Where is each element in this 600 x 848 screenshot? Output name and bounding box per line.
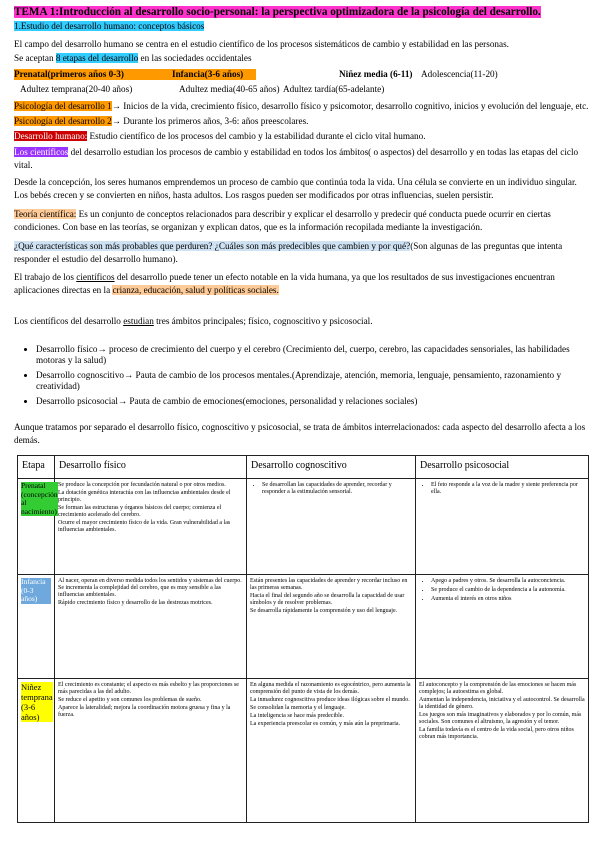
cognitivo-cell: En alguna medida el razonamiento es egocéntrico, pero aumenta la comprensión del punto de vista de los demás. La inmadurez cognoscitiva produce ideas ilógicas sobre el mundo. Se consolidan la memoria y el lenguaje. La inteligencia se hace más predecible. La experiencia preescolar es común, y más aún la preprimaria. — [247, 679, 416, 823]
section-subtitle — [14, 21, 592, 32]
development-stages-table — [17, 455, 589, 823]
cientificos-paragraph: Los científicos del desarrollo estudian los procesos de cambio y estabilidad en todos los ámbitos( o aspectos) del desarrollo y en todas las etapas del ciclo vital. — [14, 147, 579, 170]
subtitle-text: 1.Estudio del desarrollo humano: conceptos básicos — [14, 21, 205, 31]
header-etapa: Etapa — [18, 456, 55, 479]
stage-prenatal: Prenatal(primeros años 0-3) — [14, 69, 124, 79]
psicosocial-cell: • El feto responde a la voz de la madre y siente preferencia por ella. — [416, 479, 589, 575]
stage-infancia: Infancia(3-6 años) — [172, 69, 244, 79]
aplicaciones-paragraph: El trabajo de los científicos del desarrollo puede tener un efecto notable en la vida humana, ya que los resultados de sus investigaciones encuentran aplicaciones directas en la crianza, educación, salud y políticas sociales. — [14, 272, 555, 295]
bullet-desarrollo-psicosocial: • Desarrollo psicosocial→ Pauta de cambio de emociones(emociones, personalidad y relaciones sociales) — [36, 396, 586, 407]
header-fisico: Desarrollo físico — [55, 456, 247, 479]
stages-count-highlight: 8 etapas del desarrollo — [55, 53, 139, 63]
stage-cell: Infancia (0-3 años) — [18, 575, 55, 679]
psicologia-desarrollo-2: Psicología del desarrollo 2→ Durante los primeros años, 3-6: años preescolares. — [14, 116, 309, 126]
fisico-cell: Se produce la concepción por fecundación natural o por otros medios. La dotación genética interactúa con las influencias ambientales desde el principio. Se forman las estructuras y órganos básicos del cuerpo; comienza el crecimiento acelerado del cerebro. Ocurre el mayor crecimiento físico de la vida. Gran vulnerabilidad a las influencias ambientales. — [55, 479, 247, 575]
concepcion-paragraph: Desde la concepción, los seres humanos emprendemos un proceso de cambio que continúa toda la vida. Una célula se convierte en un individuo singular. Los bebés crecen y se convierten en niños, hasta adultos. Los rasgos pueden ser modificados por otras influencias, suelen persistir. — [14, 177, 577, 200]
fisico-cell: El crecimiento es constante; el aspecto es más esbelto y las proporciones se más parecidas a las del adulto. Se reduce el apetito y son comunes los problemas de sueño. Aparece la lateralidad; mejora la coordinación motora gruesa y fina y la fuerza. — [55, 679, 247, 823]
psicosocial-cell: • Apego a padres y otros. Se desarrolla la autoconciencia. • Se produce el cambio de la dependencia a la autonomía. • Aumenta el interés en otros niños — [416, 575, 589, 679]
stage-adultez-media: Adultez media(40-65 años) — [179, 84, 280, 94]
ambitos-paragraph: Los científicos del desarrollo estudian tres ámbitos principales; físico, cognoscitivo y psicosocial. — [14, 316, 373, 326]
cognitivo-cell: • Se desarrollan las capacidades de aprender, recordar y responder a la estimulación sensorial. — [247, 479, 416, 575]
desarrollo-humano-definition: Desarrollo humano: Estudio científico de los procesos del cambio y la estabilidad durante el ciclo vital humano. — [14, 131, 426, 141]
stage-adultez-tardia: Adultez tardía(65-adelante) — [283, 84, 385, 94]
title-text: TEMA 1:Introducción al desarrollo socio-personal: la perspectiva optimizadora de la psicología del desarrollo. — [14, 6, 541, 18]
table-row — [18, 575, 589, 679]
table-row — [18, 679, 589, 823]
stage-adolescencia: Adolescencia(11-20) — [421, 69, 498, 79]
stage-cell: Prenatal (concepción al nacimiento) — [18, 479, 55, 575]
teoria-cientifica-paragraph: Teoría científica: Es un conjunto de conceptos relacionados para describir y explicar el desarrollo y predecir qué conducta puede ocurrir en ciertas condiciones. Con base en las teorías, se organizan y explican datos, que es la información recopilada mediante la investigación. — [14, 209, 551, 232]
bullet-desarrollo-cognoscitivo: • Desarrollo cognoscitivo→ Pauta de cambio de los procesos mentales.(Aprendizaje, atención, memoria, lenguaje, pensamiento, razonamiento y creatividad) — [36, 370, 586, 392]
intro-paragraph-1: El campo del desarrollo humano se centra en el estudio científico de los procesos sistemáticos de cambio y estabilidad en las personas. — [14, 39, 509, 49]
header-cognoscitivo: Desarrollo cognoscitivo — [247, 456, 416, 479]
stage-cell: Niñez temprana (3-6 años) — [18, 679, 55, 823]
fisico-cell: Al nacer, operan en diverso medida todos los sentidos y sistemas del cuerpo. Se incrementa la complejidad del cerebro, que es muy sensible a las influencias ambientales. Rápido crecimiento físico y desarrollo de las destrezas motrices. — [55, 575, 247, 679]
psicosocial-cell: El autoconcepto y la comprensión de las emociones se hacen más complejos; la autoestima es global. Aumentan la independencia, iniciativa y el autocontrol. Se desarrolla la identidad de género. Los juegos son más imaginativos y elaborados y por lo común, más sociales. Son comunes el altruismo, la agresión y el temor. La familia todavía es el centro de la vida social, pero otros niños cobran más importancia. — [416, 679, 589, 823]
ambitos-bullet-list — [22, 344, 586, 411]
table-row — [18, 479, 589, 575]
psicologia-desarrollo-1: Psicología del desarrollo 1→ Inicios de la vida, crecimiento físico, desarrollo físico y psicomotor, desarrollo cognitivo, inicios y evolución del lenguaje, etc. — [14, 101, 589, 111]
closing-paragraph: Aunque tratamos por separado el desarrollo físico, cognoscitivo y psicosocial, se trata de ámbitos interrelacionados: cada aspecto del desarrollo afecta a los demás. — [14, 422, 586, 445]
document-title — [14, 6, 592, 19]
intro-paragraph-2: Se aceptan 8 etapas del desarrollo en las sociedades occidentales — [14, 53, 252, 63]
stage-ninez-media: Niñez media (6-11) — [339, 69, 413, 79]
stage-adultez-temprana: Adultez temprana(20-40 años) — [20, 84, 133, 94]
header-psicosocial: Desarrollo psicosocial — [416, 456, 589, 479]
cognitivo-cell: Están presentes las capacidades de aprender y recordar incluso en las primeras semanas. Hacia el final del segundo año se desarrolla la capacidad de usar símbolos y de resolver problemas. Se desarrolla rápidamente la comprensión y uso del lenguaje. — [247, 575, 416, 679]
preguntas-paragraph: ¿Qué características son más probables que perduren? ¿Cuáles son más predecibles que cambien y por qué?(Son algunas de las preguntas que intenta responder el estudio del desarrollo humano). — [14, 241, 563, 264]
bullet-desarrollo-fisico: • Desarrollo físico→ proceso de crecimiento del cuerpo y el cerebro (Crecimiento del, cuerpo, cerebro, las capacidades sensoriales, las habilidades motoras y la salud) — [36, 344, 586, 366]
table-header-row — [18, 456, 589, 479]
